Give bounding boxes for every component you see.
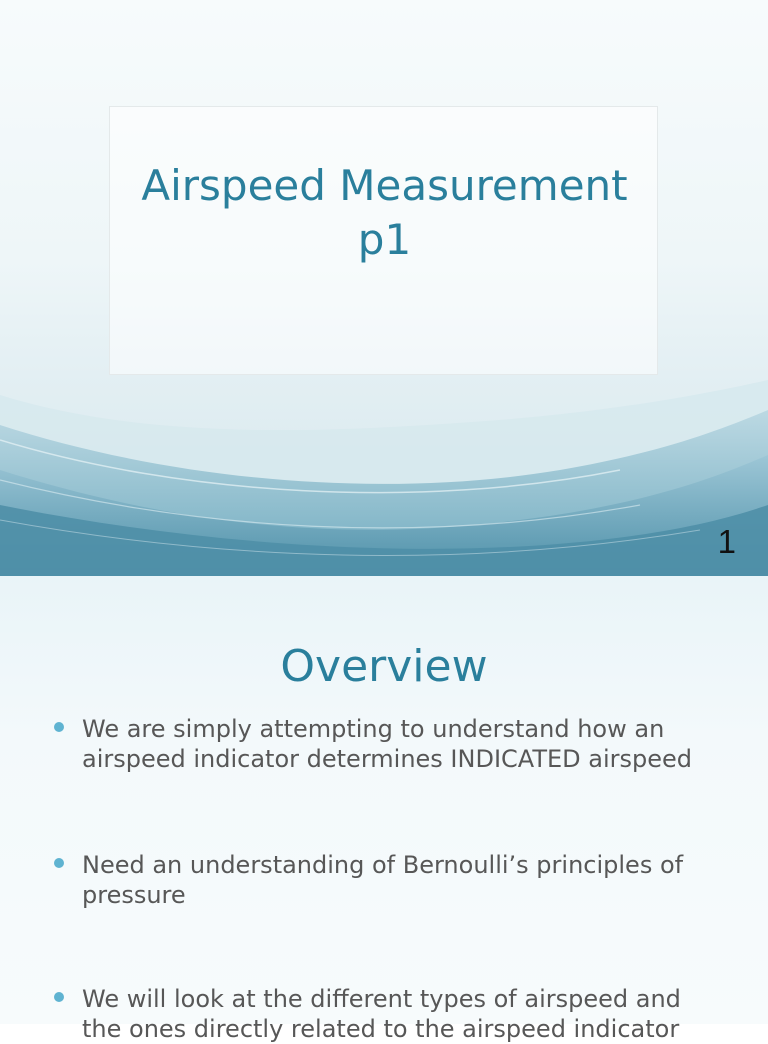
- bullet-dot-icon: [54, 858, 64, 868]
- slide-title: Overview: [280, 641, 488, 692]
- bullet-item: [54, 984, 724, 1044]
- bullet-item: [54, 714, 724, 774]
- bullet-text: Need an understanding of Bernoulli’s principles of pressure: [82, 851, 684, 909]
- bullet-text: We are simply attempting to understand how an airspeed indicator determines INDICATED airspeed: [82, 715, 693, 773]
- slide-number: 1: [717, 523, 736, 560]
- bullet-text: We will look at the different types of airspeed and the ones directly related to the airspeed indicator: [82, 985, 681, 1043]
- slide-title: Airspeed Measurement p1: [141, 161, 628, 264]
- slide-2[interactable]: [0, 576, 768, 1043]
- bullet-dot-icon: [54, 722, 64, 732]
- bullet-item: [54, 850, 724, 910]
- title-placeholder: [109, 106, 658, 375]
- bullet-dot-icon: [54, 992, 64, 1002]
